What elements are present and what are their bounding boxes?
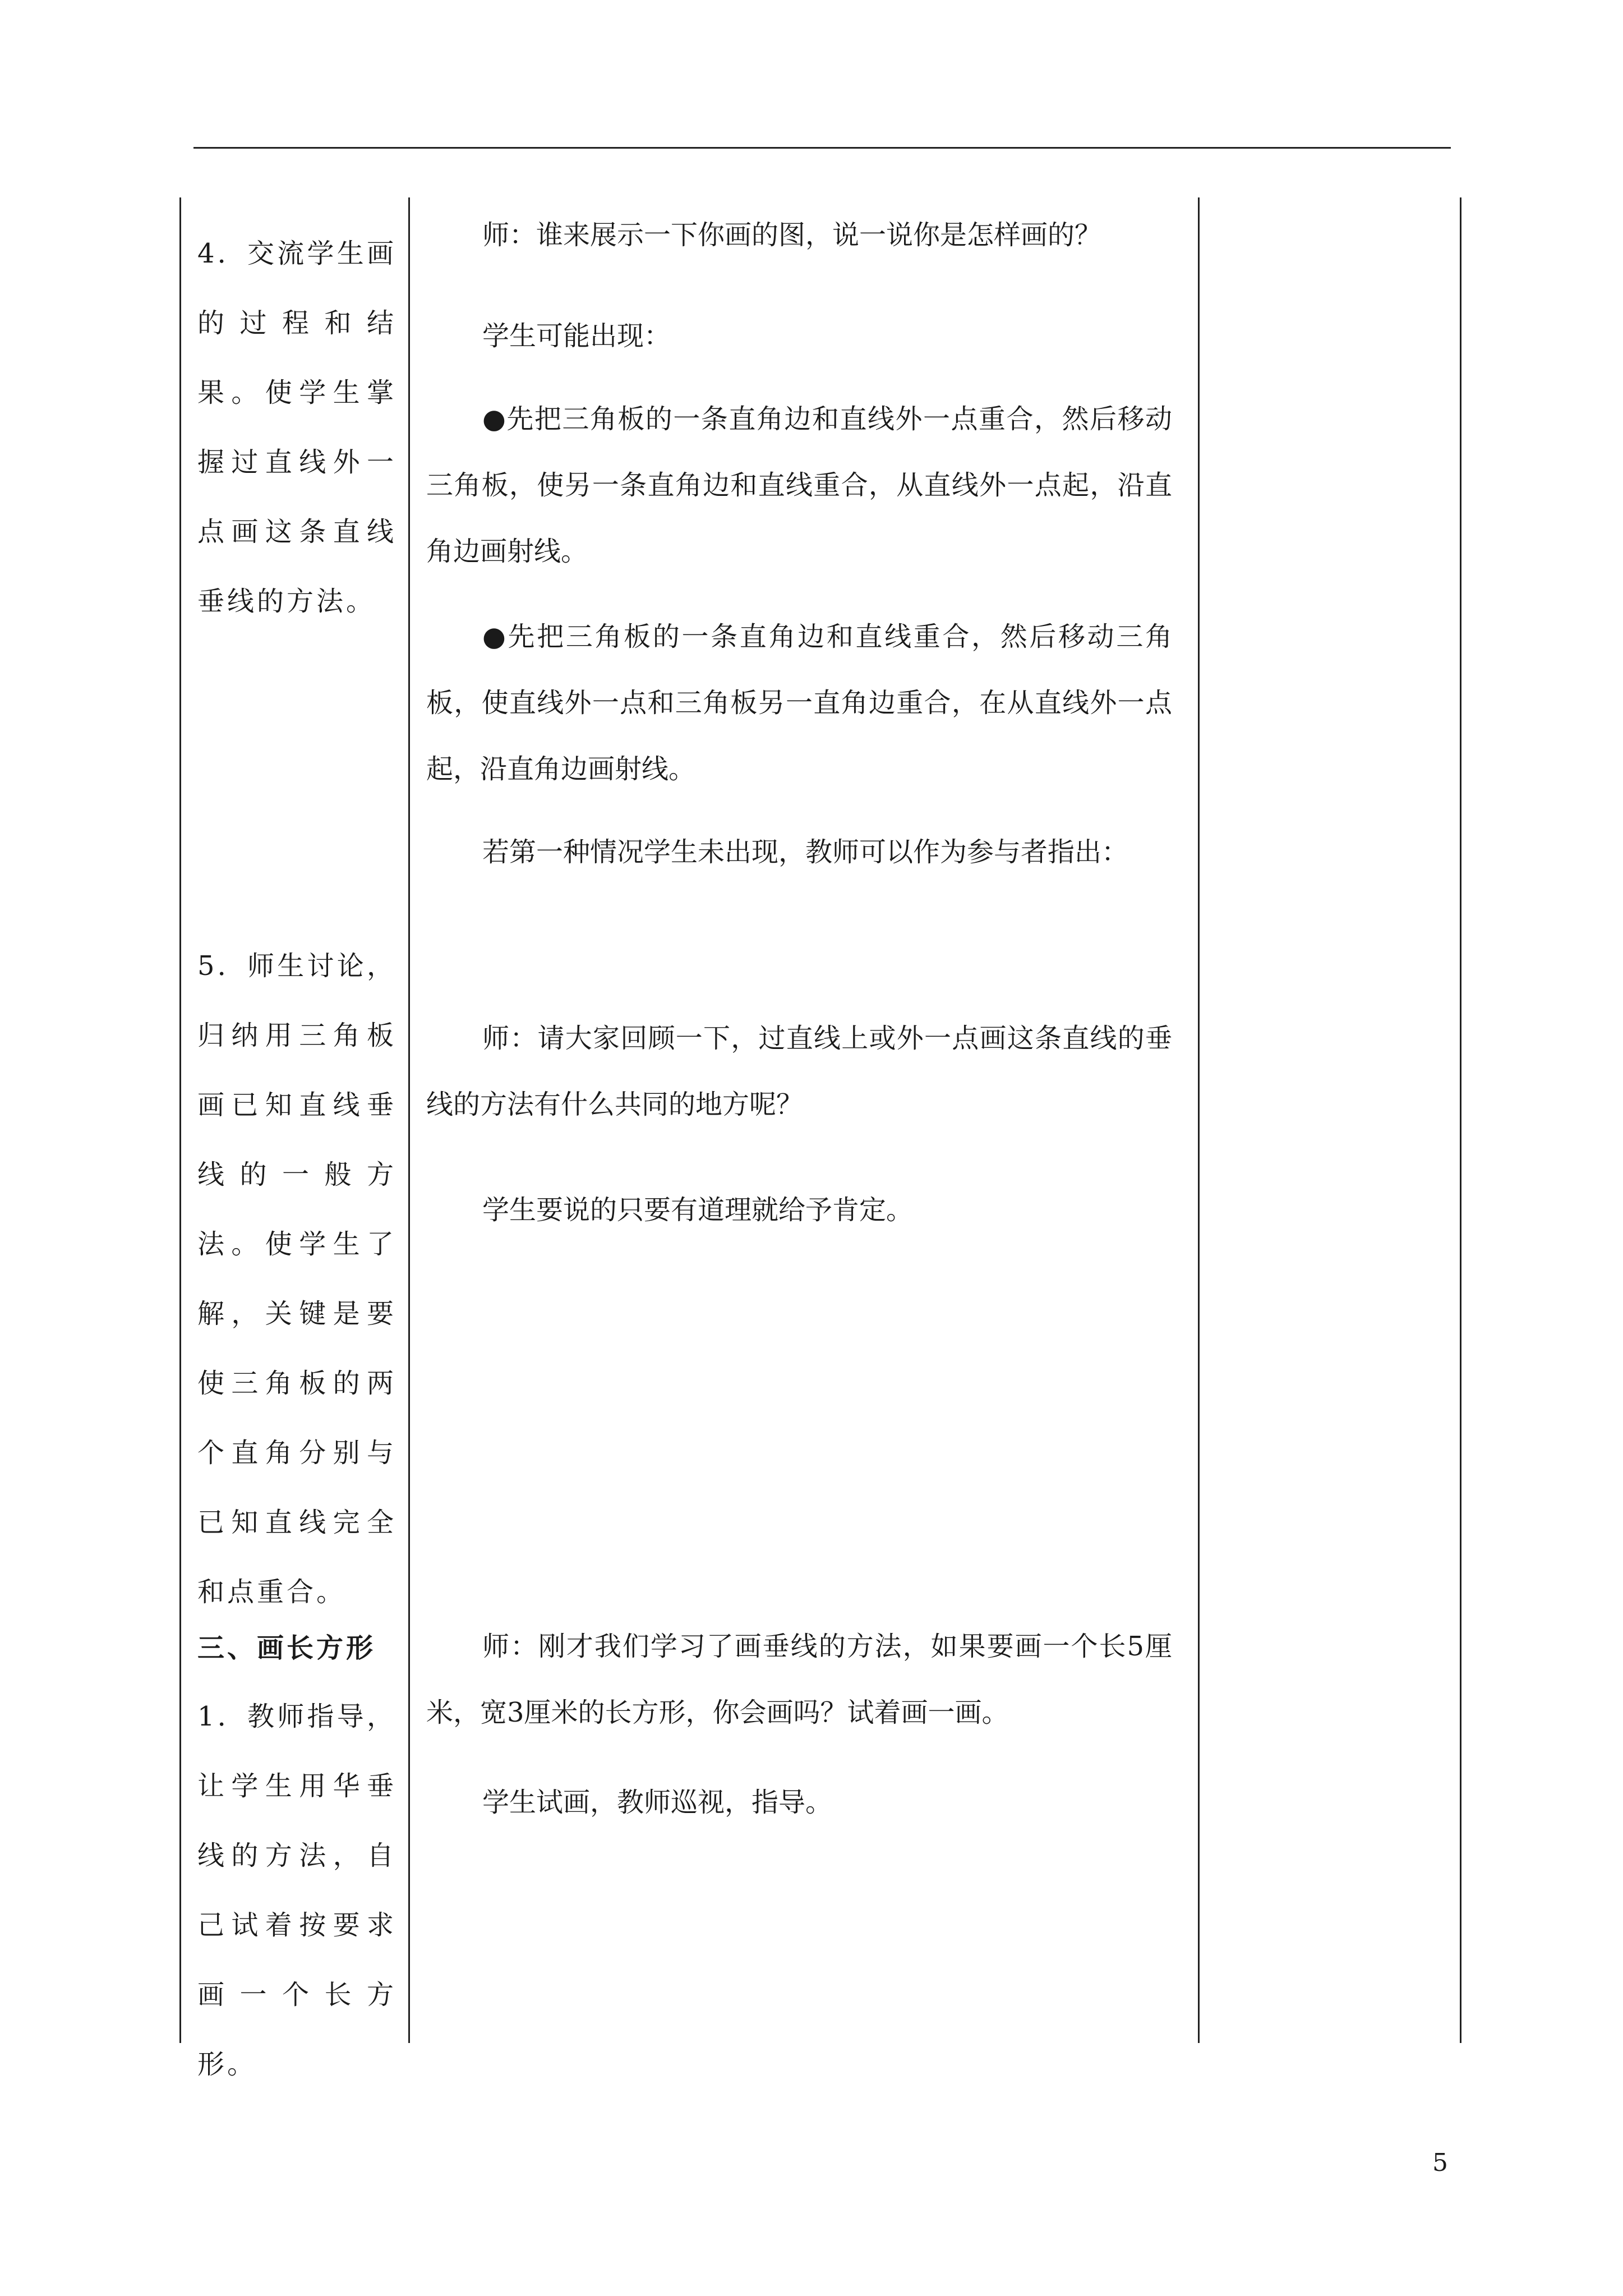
table-divider-2 xyxy=(1198,197,1200,2043)
left-block-step1: 1．教师指导，让学生用华垂线的方法，自己试着按要求画一个长方形。 xyxy=(197,1701,396,2080)
page-number: 5 xyxy=(1432,2148,1448,2177)
table-border-left xyxy=(179,197,181,2043)
header-rule xyxy=(193,147,1451,149)
section-title-rectangle: 三、画长方形 xyxy=(197,1632,376,1664)
paragraph-method-1: ●先把三角板的一条直角边和直线外一点重合，然后移动三角板，使另一条直角边和直线重合，从直线外一点起，沿直角边画射线。 xyxy=(426,403,1172,567)
paragraph-possible-answers: 学生可能出现： xyxy=(482,320,671,352)
table-divider-1 xyxy=(408,197,410,2043)
paragraph-method-2: ●先把三角板的一条直角边和直线重合，然后移动三角板，使直线外一点和三角板另一直角边重合，在从直线外一点起，沿直角边画射线。 xyxy=(426,621,1172,785)
left-block-step4: 4．交流学生画的过程和结果。使学生掌握过直线外一点画这条直线垂线的方法。 xyxy=(197,238,396,617)
paragraph-students-try: 学生试画，教师巡视，指导。 xyxy=(482,1787,833,1818)
paragraph-affirm: 学生要说的只要有道理就给予肯定。 xyxy=(482,1194,914,1226)
paragraph-rectangle-task: 师：刚才我们学习了画垂线的方法，如果要画一个长5厘米，宽3厘米的长方形，你会画吗？试着画一画。 xyxy=(426,1631,1172,1728)
table-border-right xyxy=(1460,197,1461,2043)
paragraph-teacher-prompt: 师：谁来展示一下你画的图，说一说你是怎样画的？ xyxy=(482,219,1102,251)
paragraph-review-question: 师：请大家回顾一下，过直线上或外一点画这条直线的垂线的方法有什么共同的地方呢？ xyxy=(426,1023,1172,1120)
paragraph-teacher-note: 若第一种情况学生未出现，教师可以作为参与者指出： xyxy=(482,836,1129,868)
left-block-step5: 5．师生讨论，归纳用三角板画已知直线垂线的一般方法。使学生了解，关键是要使三角板的两个直角分别与已知直线完全和点重合。 xyxy=(197,950,396,1608)
